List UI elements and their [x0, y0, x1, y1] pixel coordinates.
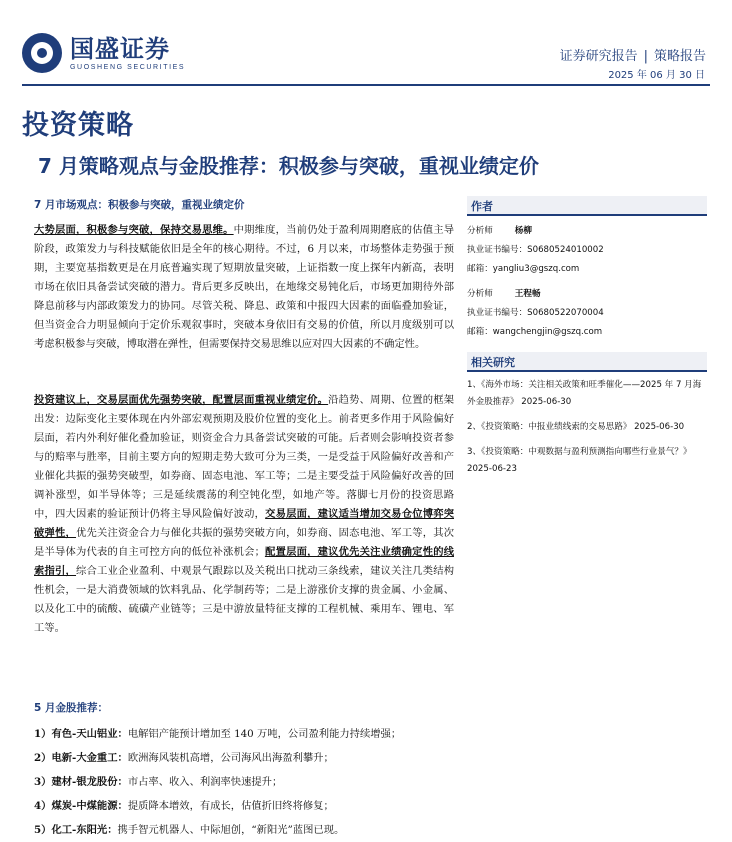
report-date: 2025 年 06 月 30 日 [608, 70, 705, 81]
report-type [560, 45, 706, 64]
market-view-body: 中期维度，当前仍处于盈利周期磨底的估值主导阶段，政策发力与科技赋能依旧是全年的核心期待。不过，6 月以来，市场整体走势强于预期，主要宽基指数更是在月底普遍实现了短期放量突破，上证指数一度上探年内新高，表明市场在依旧具备尝试突破的潜力。背后更多反映出，在地缘交易钝化后，市场更加期待外部降息前移与内部政策发力的协同。尽管关税、降息、政策和中报四大因素的面临叠加验证，但当资金合力明显倾向于定价乐观叙事时，突破本身依旧有交易的价值，所以月度级别可以考虑积极参与突破，博取潜在弹性，但需要保持交易思维以应对四大因素的不确定性。 [34, 224, 455, 350]
stock-pick-item: 1）有色-天山铝业：电解铝产能预计增加至 140 万吨，公司盈利能力持续增强； [34, 728, 402, 740]
allocation-advice-lead: 配置层面，建议优先关注业绩确定性的线索指引， [34, 546, 454, 577]
investment-advice-lead: 投资建议上，交易层面优先强势突破，配置层面重视业绩定价。 [34, 394, 329, 406]
related-research-item[interactable]: 2、《投资策略：中报业绩线索的交易思路》 2025-06-30 [467, 422, 685, 432]
guosheng-logo-icon [22, 33, 62, 73]
author-name: 王程畅 [514, 289, 541, 299]
investment-advice-body-c: 综合工业企业盈利、中观景气跟踪以及关税出口扰动三条线索，建议关注几类结构性机会，一是大消费领域的饮料乳品、化学制药等；二是上游涨价支撑的贵金属、小金属、以及化工中的硫酸、硫磺产业链等；三是中游放量特征支撑的工程机械、乘用车、锂电、军工等。 [34, 565, 455, 634]
author-email[interactable]: 邮箱：wangchengjin@gszq.com [467, 327, 603, 337]
market-view-heading: 7 月市场观点：积极参与突破，重视业绩定价 [34, 199, 245, 211]
related-research-item[interactable]: 3、《投资策略：中观数据与盈利预测指向哪些行业景气？》 2025-06-23 [467, 447, 692, 474]
stock-picks-heading: 5 月金股推荐： [34, 702, 108, 714]
related-research-item[interactable]: 1、《海外市场：关注相关政策和旺季催化——2025 年 7 月海外金股推荐》 2025-06-30 [467, 380, 702, 407]
report-category: 投资策略 [22, 110, 134, 141]
related-research-list [467, 377, 707, 478]
sidebar [467, 196, 707, 486]
main-column [34, 196, 454, 842]
author-name: 杨柳 [514, 226, 532, 236]
stock-pick-item: 5）化工-东阳光：携手智元机器人、中际旭创，“新阳光”蓝图已现。 [34, 824, 345, 836]
stock-pick-item: 4）煤炭-中煤能源：提质降本增效，有成长，估值折旧终将修复； [34, 800, 334, 812]
author-role: 分析师 [467, 226, 493, 236]
market-view-lead: 大势层面，积极参与突破，保持交易思维。 [34, 224, 234, 236]
investment-advice-body-a: 沿趋势、周期、位置的框架出发：边际变化主要体现在内外部宏观预期及股价位置的变化上。前者更多作用于风险偏好层面，若内外利好催化叠加验证，则资金合力具备尝试突破的可能。后者则会影响投资者参与的赔率与胜率，目前主要方向的短期走势大致可分为三类，一是受益于风险偏好改善和产业催化共振的强势突破型，如券商、固态电池、军工等；二是主要受益于风险偏好改善的回调补涨型，如半导体等；三是延续震荡的利空钝化型，如地产等。落脚七月份的投资思路中，四大因素的验证预计仍将主导风险偏好波动， [34, 394, 455, 520]
author-role: 分析师 [467, 289, 493, 299]
trading-advice-lead: 交易层面，建议适当增加交易仓位博弈突破弹性， [34, 508, 455, 539]
stock-pick-item: 2）电新-大金重工：欧洲海风装机高增，公司海风出海盈利攀升； [34, 752, 334, 764]
market-view-paragraph [34, 221, 454, 379]
brand-name-en: GUOSHENG SECURITIES [70, 63, 186, 71]
related-research-heading: 相关研究 [467, 352, 707, 372]
author-card [467, 285, 707, 342]
brand-name-cn: 国盛证券 [70, 34, 170, 63]
author-card [467, 222, 707, 279]
stock-pick-item: 3）建材-银龙股份：市占率、收入、利润率快速提升； [34, 776, 283, 788]
author-license: 执业证书编号：S0680522070004 [467, 308, 604, 318]
investment-advice-paragraph [34, 391, 454, 683]
author-email[interactable]: 邮箱：yangliu3@gszq.com [467, 264, 580, 274]
brand-logo [22, 33, 185, 73]
report-type-separator: | [643, 49, 648, 64]
authors-heading: 作者 [467, 196, 707, 216]
investment-advice-body-b: 优先关注资金合力与催化共振的强势突破方向，如券商、固态电池、军工等，其次是半导体为代表的自主可控方向的低位补涨机会； [34, 527, 455, 558]
report-series-label: 策略报告 [653, 49, 706, 64]
author-license: 执业证书编号：S0680524010002 [467, 245, 604, 255]
report-title: 7 月策略观点与金股推荐：积极参与突破，重视业绩定价 [38, 154, 539, 178]
header-divider [22, 84, 710, 86]
report-type-label: 证券研究报告 [559, 49, 638, 64]
